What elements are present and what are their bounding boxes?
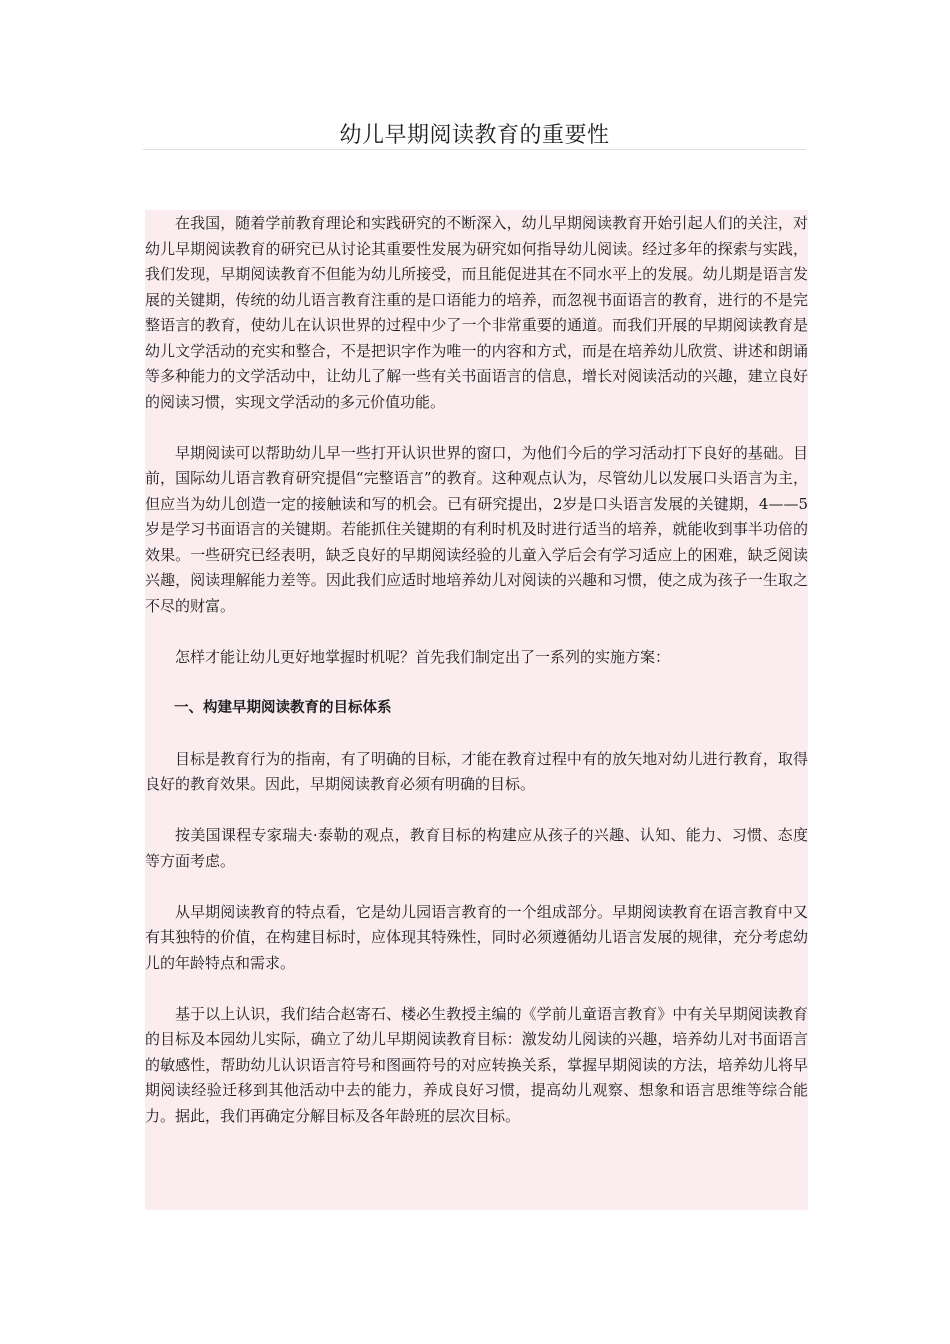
section-heading-goals: 一、构建早期阅读教育的目标体系 [174, 699, 392, 716]
document-title: 幼儿早期阅读教育的重要性 [339, 123, 610, 148]
paragraph-goal-guide: 目标是教育行为的指南，有了明确的目标，才能在教育过程中有的放矢地对幼儿进行教育，取得良好的教育效果。因此，早期阅读教育必须有明确的目标。 [145, 749, 808, 793]
paragraph-established-goals: 基于以上认识，我们结合赵寄石、楼必生教授主编的《学前儿童语言教育》中有关早期阅读教育的目标及本园幼儿实际，确立了幼儿早期阅读教育目标：激发幼儿阅读的兴趣，培养幼儿对书面语言的敏感性，帮助幼儿认识语言符号和图画符号的对应转换关系，掌握早期阅读的方法，培养幼儿将早期阅读经验迁移到其他活动中去的能力，养成良好习惯，提高幼儿观察、想象和语言思维等综合能力。据此，我们再确定分解目标及各年龄班的层次目标。 [145, 1004, 808, 1125]
paragraph-tyler-view: 按美国课程专家瑞夫·泰勒的观点，教育目标的构建应从孩子的兴趣、认知、能力、习惯、态度等方面考虑。 [145, 826, 808, 870]
paragraph-characteristics: 从早期阅读教育的特点看，它是幼儿园语言教育的一个组成部分。早期阅读教育在语言教育中又有其独特的价值，在构建目标时，应体现其特殊性，同时必须遵循幼儿语言发展的规律，充分考虑幼儿的年龄特点和需求。 [145, 902, 808, 972]
title-divider [143, 149, 806, 150]
document-body [145, 211, 808, 1129]
paragraph-question: 怎样才能让幼儿更好地掌握时机呢？首先我们制定出了一系列的实施方案： [175, 647, 671, 666]
paragraph-benefits: 早期阅读可以帮助幼儿早一些打开认识世界的窗口，为他们今后的学习活动打下良好的基础。目前，国际幼儿语言教育研究提倡“完整语言”的教育。这种观点认为，尽管幼儿以发展口头语言为主，但应当为幼儿创造一定的接触读和写的机会。已有研究提出，2岁是口头语言发展的关键期，4——5岁是学习书面语言的关键期。若能抓住关键期的有利时机及时进行适当的培养，就能收到事半功倍的效果。一些研究已经表明，缺乏良好的早期阅读经验的儿童入学后会有学习适应上的困难，缺乏阅读兴趣，阅读理解能力差等。因此我们应适时地培养幼儿对阅读的兴趣和习惯，使之成为孩子一生取之不尽的财富。 [145, 443, 808, 615]
paragraph-intro: 在我国，随着学前教育理论和实践研究的不断深入，幼儿早期阅读教育开始引起人们的关注，对幼儿早期阅读教育的研究已从讨论其重要性发展为研究如何指导幼儿阅读。经过多年的探索与实践，我们发现，早期阅读教育不但能为幼儿所接受，而且能促进其在不同水平上的发展。幼儿期是语言发展的关键期，传统的幼儿语言教育注重的是口语能力的培养，而忽视书面语言的教育，进行的不是完整语言的教育，使幼儿在认识世界的过程中少了一个非常重要的通道。而我们开展的早期阅读教育是幼儿文学活动的充实和整合，不是把识字作为唯一的内容和方式，而是在培养幼儿欣赏、讲述和朗诵等多种能力的文学活动中，让幼儿了解一些有关书面语言的信息，增长对阅读活动的兴趣，建立良好的阅读习惯，实现文学活动的多元价值功能。 [145, 214, 808, 411]
